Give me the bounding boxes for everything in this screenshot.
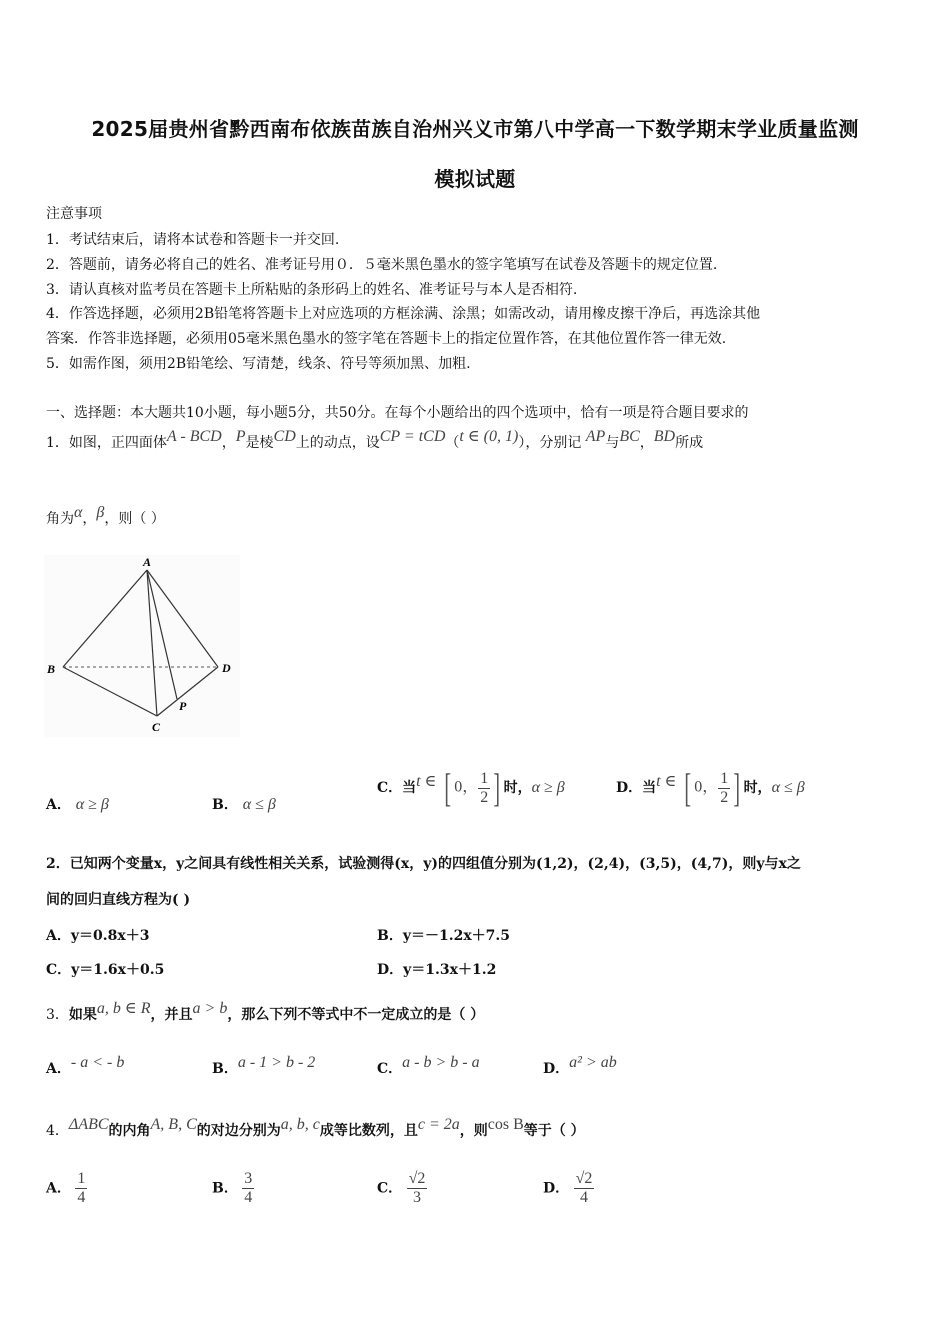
option-math: t ∈ [416, 773, 437, 790]
option-label: C． [377, 1180, 403, 1197]
fraction [574, 1170, 595, 1207]
question-4 [46, 1116, 585, 1140]
q4-option-c[interactable] [377, 1170, 427, 1207]
interval-start: 0， [694, 778, 719, 796]
q-text: ，并且 [150, 1007, 193, 1023]
q-text: ， [639, 435, 654, 451]
q-text: ），分别记 [518, 435, 582, 451]
math-sides: a, b, c [280, 1116, 320, 1133]
q-text: 如图，正四面体 [68, 435, 167, 451]
label-d: D [222, 661, 231, 675]
q3-option-c[interactable] [377, 1054, 480, 1078]
q-text: ，则（ ） [104, 511, 165, 527]
option-label: D．当 [616, 780, 657, 796]
math-cos-b: cos B [487, 1116, 524, 1133]
q-text: （ [445, 435, 460, 451]
fraction [407, 1170, 428, 1207]
q-text: 的内角 [108, 1123, 151, 1139]
numerator: 3 [244, 1170, 253, 1187]
numerator: 1 [480, 769, 489, 787]
notice-item: 1．考试结束后，请将本试卷和答题卡一并交回. [46, 232, 340, 248]
option-label: B． [212, 1061, 238, 1077]
fraction [242, 1170, 254, 1207]
denominator: 4 [77, 1189, 86, 1206]
q3-option-b[interactable] [212, 1054, 316, 1078]
q1-option-d[interactable] [616, 765, 805, 810]
denominator: 4 [579, 1189, 588, 1206]
math-bd: BD [653, 428, 676, 445]
interval-bracket: ] [493, 765, 501, 810]
math-a-gt-b: a > b [192, 1000, 228, 1017]
option-math: α ≥ β [75, 796, 109, 813]
q-text: 如果 [68, 1007, 97, 1023]
denominator: 2 [720, 788, 729, 806]
q4-option-a[interactable] [46, 1170, 87, 1207]
option-math: a² > ab [569, 1054, 617, 1071]
numerator: 1 [720, 769, 729, 787]
q-text: 的对边分别为 [196, 1123, 281, 1139]
q-text: ， [221, 435, 236, 451]
option-label: A． [46, 1061, 71, 1077]
notice-item: 4．作答选择题，必须用2B铅笔将答题卡上对应选项的方框涂满、涂黑；如需改动，请用橡皮擦干净后，再选涂其他 [46, 306, 761, 322]
interval-bracket: [ [684, 765, 691, 810]
option-label: A． [46, 797, 71, 813]
option-label: B． [212, 797, 238, 813]
math-edge-cd: CD [273, 428, 296, 445]
label-a: A [143, 555, 152, 569]
fraction [478, 770, 490, 807]
math-point-p: P [235, 428, 246, 445]
question-1-line-2 [46, 504, 165, 528]
q-text: 成等比数列，且 [319, 1123, 418, 1139]
option-label: D． [543, 1061, 570, 1077]
page-subtitle: 模拟试题 [434, 167, 516, 191]
option-label: A． [46, 1180, 71, 1197]
label-p: P [179, 699, 187, 713]
option-text: 时， [503, 780, 532, 796]
numerator: 1 [77, 1170, 86, 1187]
option-math: - a < - b [70, 1054, 125, 1071]
q2-option-d[interactable]: D．y＝1.3x＋1.2 [377, 962, 497, 978]
option-label: C． [377, 1061, 403, 1077]
question-1-line-1 [46, 428, 704, 452]
notice-heading: 注意事项 [46, 206, 102, 222]
q3-option-d[interactable] [543, 1054, 617, 1078]
question-2-line-2: 间的回归直线方程为( ) [46, 892, 191, 908]
q3-option-a[interactable] [46, 1054, 125, 1078]
q4-option-d[interactable] [543, 1170, 594, 1207]
interval [681, 765, 744, 810]
section-heading: 一、选择题：本大题共10小题，每小题5分，共50分。在每个小题给出的四个选项中，恰有一项是符合题目要求的 [46, 405, 749, 421]
q1-option-a[interactable] [46, 794, 109, 814]
q-text: 角为 [46, 511, 74, 527]
option-math: t ∈ [656, 773, 677, 790]
q1-option-c[interactable] [377, 765, 565, 810]
math-tetrahedron: A - BCD [166, 428, 222, 445]
option-label: B． [212, 1180, 238, 1197]
interval [441, 765, 504, 810]
question-number: 1． [46, 435, 69, 451]
q-text: 所成 [675, 435, 704, 451]
math-t-range: t ∈ (0, 1) [459, 428, 519, 445]
tetrahedron-figure [44, 555, 240, 737]
option-math: α ≥ β [531, 779, 565, 796]
q-text: 与 [605, 435, 620, 451]
numerator: √2 [575, 1170, 593, 1187]
q-text: 上的动点，设 [295, 435, 380, 451]
q-text: ，则 [459, 1123, 488, 1139]
q-text: ，那么下列不等式中不一定成立的是（ ） [227, 1007, 485, 1023]
option-label: C．当 [377, 780, 417, 796]
denominator: 2 [480, 788, 489, 806]
q4-option-b[interactable] [212, 1170, 254, 1207]
option-math: a - 1 > b - 2 [237, 1054, 316, 1071]
math-triangle: ΔABC [68, 1116, 109, 1133]
q-text: 是棱 [245, 435, 274, 451]
denominator: 4 [244, 1189, 253, 1206]
option-math: a - b > b - a [402, 1054, 480, 1071]
q2-option-a[interactable]: A．y＝0.8x＋3 [46, 928, 150, 944]
option-text: 时， [743, 780, 772, 796]
q2-option-b[interactable]: B．y＝－1.2x＋7.5 [377, 928, 511, 944]
notice-item: 答案．作答非选择题，必须用05毫米黑色墨水的签字笔在答题卡上的指定位置作答，在其他位置作答一律无效. [46, 331, 727, 347]
math-angles: A, B, C [150, 1116, 197, 1133]
interval-start: 0， [454, 778, 479, 796]
notice-item: 3．请认真核对监考员在答题卡上所粘贴的条形码上的姓名、准考证号与本人是否相符. [46, 282, 578, 298]
q-text: 等于（ ） [523, 1123, 585, 1139]
question-number: 4． [46, 1123, 69, 1139]
interval-bracket: ] [733, 765, 741, 810]
figure-background [44, 555, 240, 737]
notice-item: 5．如需作图，须用2B铅笔绘、写清楚，线条、符号等须加黑、加粗. [46, 356, 471, 372]
math-c-eq-2a: c = 2a [417, 1116, 460, 1133]
math-bc: BC [619, 428, 640, 445]
question-3 [46, 1000, 485, 1024]
fraction [718, 770, 730, 807]
math-ap: AP [585, 428, 606, 445]
label-c: C [152, 720, 161, 734]
page-title: 2025届贵州省黔西南布依族苗族自治州兴义市第八中学高一下数学期末学业质量监测 [91, 117, 859, 141]
question-2-line-1: 2．已知两个变量x，y之间具有线性相关关系，试验测得(x，y)的四组值分别为(1,2)，(2,4)，(3,5)，(4,7)，则y与x之 [46, 856, 801, 872]
q-text: ， [82, 511, 97, 527]
denominator: 3 [413, 1189, 421, 1206]
q1-option-b[interactable] [212, 794, 276, 814]
math-beta: β [96, 504, 105, 521]
option-math: α ≤ β [242, 796, 276, 813]
math-alpha: α [74, 504, 83, 521]
notice-item: 2．答题前，请务必将自己的姓名、准考证号用０．５毫米黑色墨水的签字笔填写在试卷及答题卡的规定位置. [46, 257, 718, 273]
option-math: α ≤ β [771, 779, 805, 796]
numerator: √2 [408, 1170, 426, 1187]
question-number: 3． [46, 1007, 69, 1023]
fraction [75, 1170, 87, 1207]
label-b: B [47, 662, 56, 676]
math-ab-real: a, b ∈ R [96, 1000, 151, 1017]
interval-bracket: [ [444, 765, 451, 810]
q2-option-c[interactable]: C．y＝1.6x＋0.5 [46, 962, 165, 978]
math-cp-equation: CP = tCD [379, 428, 446, 445]
option-label: D． [543, 1180, 570, 1197]
